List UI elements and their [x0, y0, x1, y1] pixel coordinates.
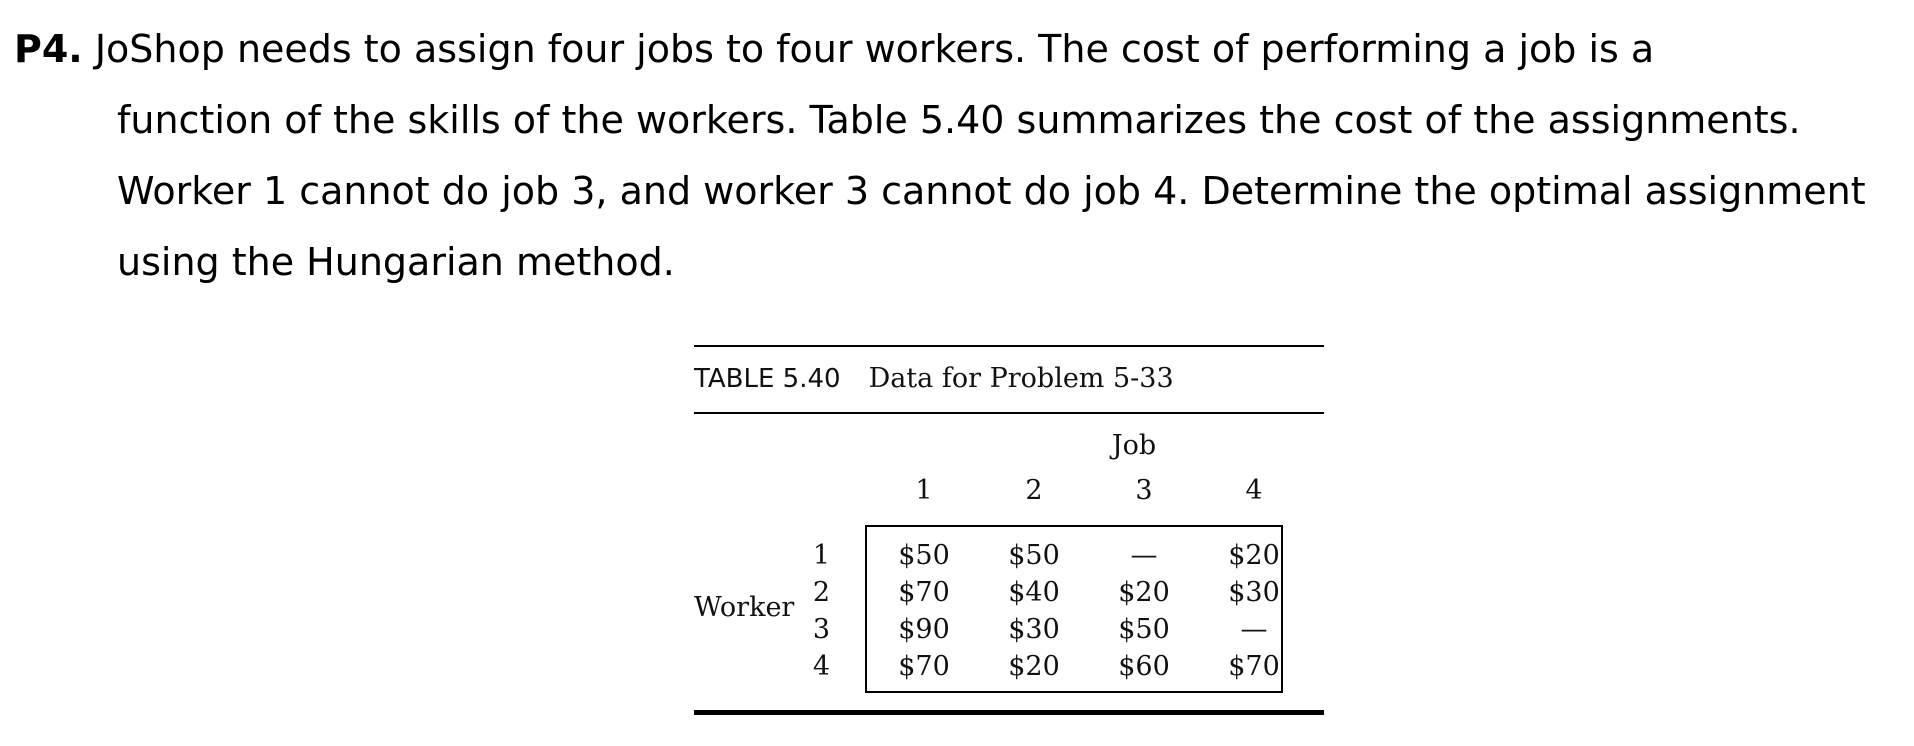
cost-table [694, 345, 1324, 715]
cost-cell: $70 [898, 577, 950, 608]
worker-row-number-1: 1 [812, 540, 830, 571]
job-column-header-1: 1 [915, 475, 933, 506]
cost-cell: $40 [1008, 577, 1060, 608]
table-top-rule [694, 345, 1324, 347]
table-caption-text: Data for Problem 5-33 [868, 363, 1174, 394]
cost-cell: $20 [1228, 540, 1280, 571]
cost-cell: $50 [1008, 540, 1060, 571]
table-caption-label: TABLE 5.40 [694, 364, 841, 394]
table-caption [694, 363, 1174, 394]
worker-row-number-3: 3 [812, 614, 830, 645]
table-bottom-rule [694, 710, 1324, 715]
problem-label: P4. [14, 27, 83, 71]
cost-cell: — [1130, 540, 1158, 571]
job-column-header-2: 2 [1025, 475, 1043, 506]
cost-cell: $50 [898, 540, 950, 571]
cost-cell: $70 [1228, 651, 1280, 682]
job-column-group-label: Job [1111, 430, 1157, 461]
worker-row-group-label: Worker [694, 592, 795, 623]
problem-text-1: JoShop needs to assign four jobs to four workers. The cost of performing a job is a [94, 27, 1655, 71]
worker-row-number-4: 4 [812, 651, 830, 682]
problem-line-4: using the Hungarian method. [117, 240, 675, 284]
cost-cell: $70 [898, 651, 950, 682]
cost-cell: $50 [1118, 614, 1170, 645]
cost-cell: $60 [1118, 651, 1170, 682]
job-column-header-4: 4 [1245, 475, 1263, 506]
cost-cell: $20 [1008, 651, 1060, 682]
cost-cell: $30 [1228, 577, 1280, 608]
problem-statement [14, 14, 1894, 298]
cost-cell: — [1240, 614, 1268, 645]
problem-line-2: function of the skills of the workers. Table 5.40 summarizes the cost of the assignments. [117, 98, 1801, 142]
problem-line-3: Worker 1 cannot do job 3, and worker 3 cannot do job 4. Determine the optimal assignment [117, 169, 1866, 213]
cost-cell: $20 [1118, 577, 1170, 608]
worker-row-number-2: 2 [812, 577, 830, 608]
cost-cell: $30 [1008, 614, 1060, 645]
problem-line-1 [14, 14, 1894, 85]
table-caption-rule [694, 412, 1324, 414]
cost-cell: $90 [898, 614, 950, 645]
job-column-header-3: 3 [1135, 475, 1153, 506]
